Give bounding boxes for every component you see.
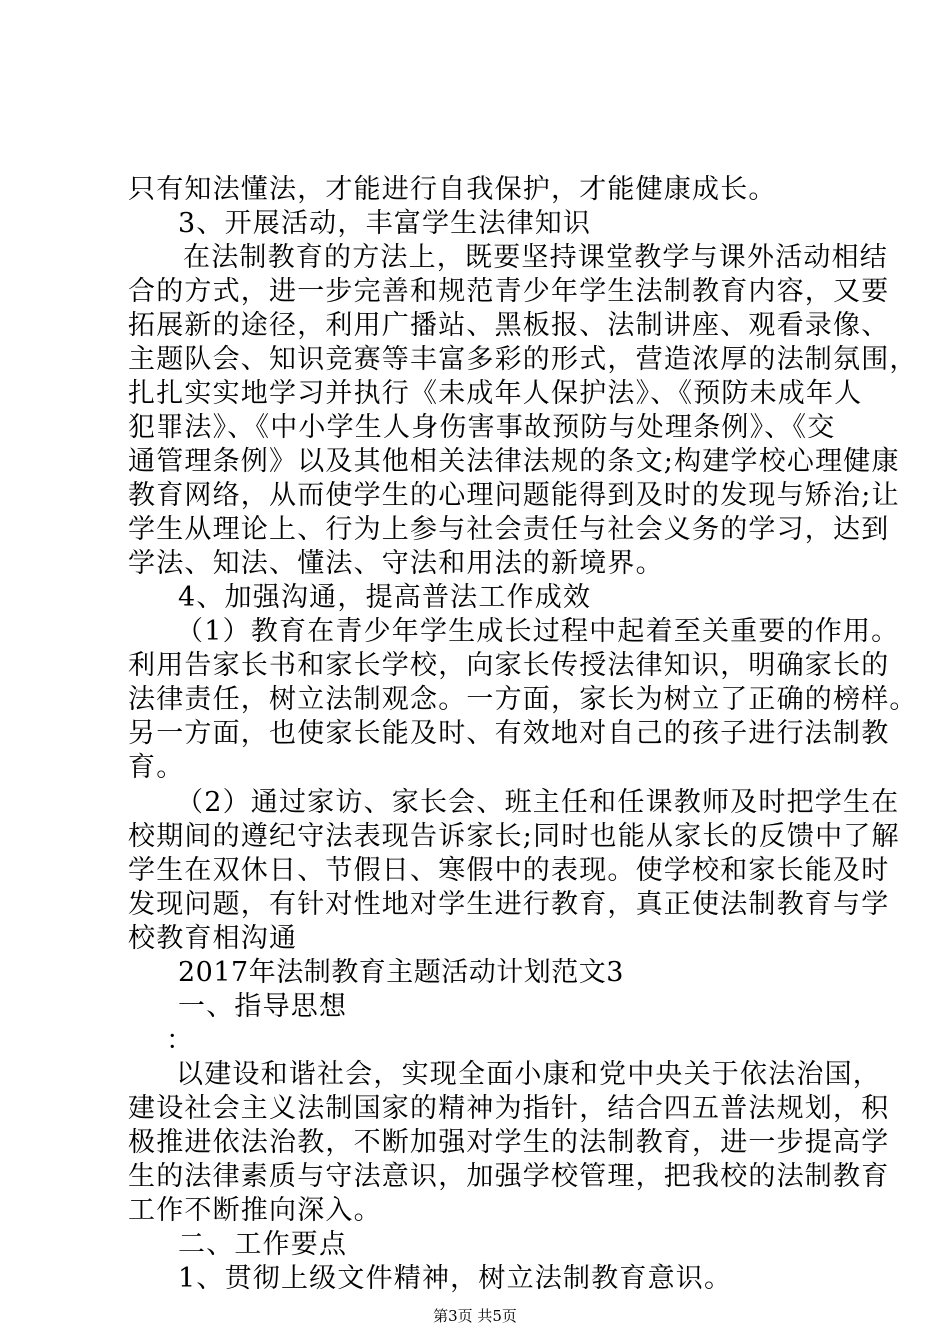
text-line: 法律责任，树立法制观念。一方面，家长为树立了正确的榜样。 [128,684,918,715]
text-line: 育。 [128,752,185,783]
section-heading: 3、开展活动，丰富学生法律知识 [178,208,592,239]
text-line: 校教育相沟通 [128,923,298,954]
text-line: 扎扎实实地学习并执行《未成年人保护法》、《预防未成年人 [128,378,863,409]
text-line: 通管理条例》以及其他相关法律法规的条文;构建学校心理健康 [128,446,900,477]
text-line: 教育网络，从而使学生的心理问题能得到及时的发现与矫治;让 [128,480,900,511]
text-line: 发现问题，有针对性地对学生进行教育，真正使法制教育与学 [128,889,890,920]
text-line: 拓展新的途径，利用广播站、黑板报、法制讲座、观看录像、 [128,310,890,341]
text-line: 学生从理论上、行为上参与社会责任与社会义务的学习，达到 [128,514,890,545]
text-line: ： [166,1025,195,1056]
text-line: 1、贯彻上级文件精神，树立法制教育意识。 [178,1263,733,1294]
section-heading: 4、加强沟通，提高普法工作成效 [178,582,592,613]
section-title: 2017年法制教育主题活动计划范文3 [178,957,624,988]
text-line: （2）通过家访、家长会、班主任和任课教师及时把学生在 [176,787,900,818]
section-heading: 二、工作要点 [178,1229,348,1260]
text-line: 另一方面，也使家长能及时、有效地对自己的孩子进行法制教 [128,718,890,749]
text-line: 利用告家长书和家长学校，向家长传授法律知识，明确家长的 [128,650,890,681]
text-line: 合的方式，进一步完善和规范青少年学生法制教育内容，又要 [128,276,890,307]
text-line: 只有知法懂法，才能进行自我保护，才能健康成长。 [128,174,777,205]
text-line: 极推进依法治教，不断加强对学生的法制教育，进一步提高学 [128,1127,890,1158]
text-line: 生的法律素质与守法意识，加强学校管理，把我校的法制教育 [128,1161,890,1192]
text-line: （1）教育在青少年学生成长过程中起着至关重要的作用。 [176,616,900,647]
text-line: 校期间的遵纪守法表现告诉家长;同时也能从家长的反馈中了解 [128,821,900,852]
text-line: 学法、知法、懂法、守法和用法的新境界。 [128,548,664,579]
text-line: 在法制教育的方法上，既要坚持课堂教学与课外活动相结 [183,242,888,273]
text-line: 学生在双休日、节假日、寒假中的表现。使学校和家长能及时 [128,855,890,886]
text-line: 犯罪法》、《中小学生人身伤害事故预防与处理条例》、《交 [128,412,836,443]
text-line: 工作不断推向深入。 [128,1195,382,1226]
page-footer: 第3页 共5页 [433,1307,517,1325]
text-line: 以建设和谐社会，实现全面小康和党中央关于依法治国， [176,1059,881,1090]
section-heading: 一、指导思想 [178,991,348,1022]
text-line: 主题队会、知识竞赛等丰富多彩的形式，营造浓厚的法制氛围， [128,344,918,375]
text-line: 建设社会主义法制国家的精神为指针，结合四五普法规划，积 [128,1093,890,1124]
